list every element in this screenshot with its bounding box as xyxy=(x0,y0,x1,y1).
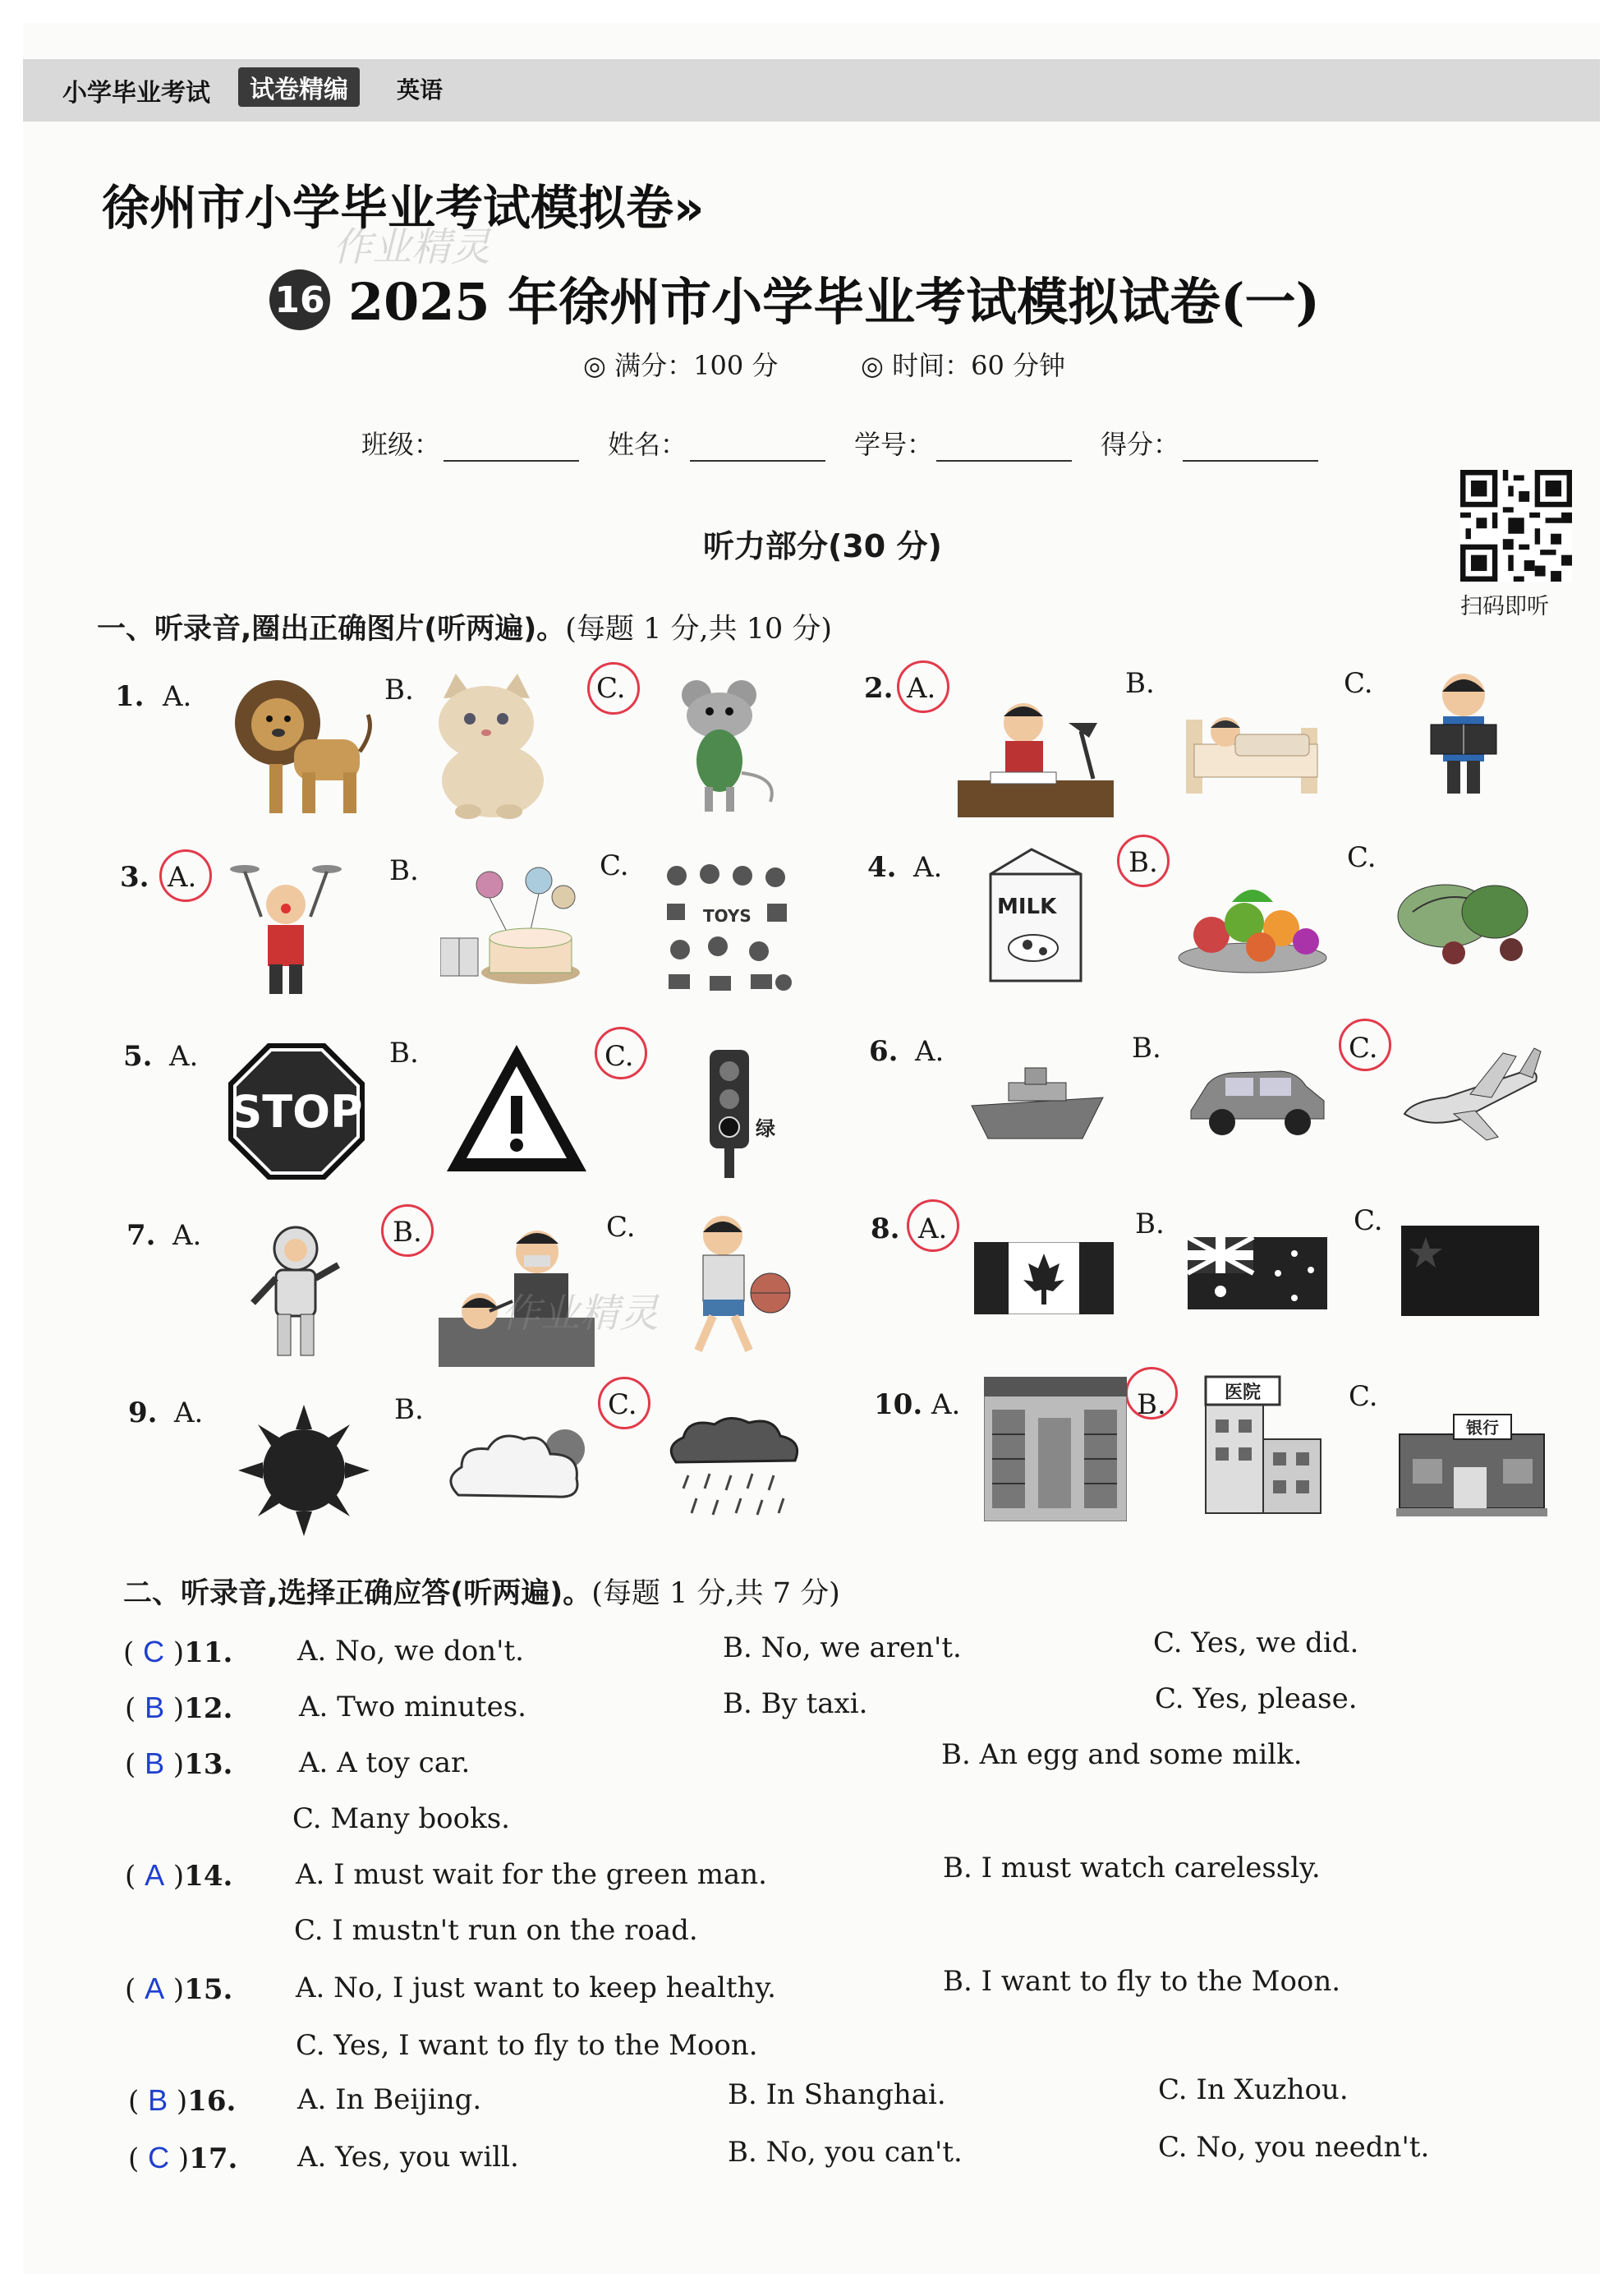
class-blank[interactable] xyxy=(444,435,579,462)
option-b: B. In Shanghai. xyxy=(728,2078,946,2111)
option-label-b: B. xyxy=(1137,1388,1166,1421)
question-row: ( B )13. xyxy=(125,1746,233,1781)
question-row: ( B )12. xyxy=(125,1691,233,1725)
option-label-c: C. xyxy=(1354,1204,1383,1237)
score-field xyxy=(1101,424,1318,462)
time-limit: ◎ 时间：60 分钟 xyxy=(861,350,1065,381)
question-number: 9. xyxy=(128,1396,158,1429)
option-label-a: A. xyxy=(172,1219,202,1252)
option-c: C. I mustn't run on the road. xyxy=(294,1914,698,1947)
question-number: 2. xyxy=(864,672,894,705)
answer-mark[interactable]: C xyxy=(148,2141,170,2174)
basketball-player-picture[interactable] xyxy=(673,1211,797,1359)
option-c: C. Many books. xyxy=(292,1802,510,1835)
option-label-b: B. xyxy=(394,1393,424,1426)
option-label-a: A. xyxy=(931,1388,961,1421)
qr-code-icon[interactable] xyxy=(1460,470,1572,582)
header-subject: 英语 xyxy=(397,76,444,104)
question-number: 4. xyxy=(867,851,897,884)
option-label-c: C. xyxy=(608,1388,637,1421)
traffic-light-picture[interactable] xyxy=(701,1048,792,1180)
question-row: ( A )15. xyxy=(125,1972,233,2006)
question-number: 12. xyxy=(184,1692,233,1725)
score-label: 得分： xyxy=(1101,429,1180,460)
option-c: C. In Xuzhou. xyxy=(1158,2073,1349,2106)
answer-mark[interactable]: A xyxy=(145,1972,165,2005)
answer-circle xyxy=(897,660,949,713)
answer-mark[interactable]: A xyxy=(145,1858,165,1892)
boy-writing-homework-picture[interactable] xyxy=(958,698,1122,821)
full-marks: ◎ 满分：100 分 xyxy=(583,350,779,381)
option-a: A. Two minutes. xyxy=(299,1691,526,1723)
question-number: 17. xyxy=(189,2142,238,2175)
question-row: ( C )11. xyxy=(123,1635,233,1669)
stop-sign-picture[interactable] xyxy=(227,1042,366,1181)
question-number: 1. xyxy=(115,680,145,713)
answer-circle xyxy=(587,662,640,715)
answer-circle xyxy=(1117,835,1170,887)
option-b: B. By taxi. xyxy=(723,1687,868,1720)
sun-picture[interactable] xyxy=(238,1405,370,1536)
page-header xyxy=(23,59,1600,122)
option-a: A. A toy car. xyxy=(299,1746,471,1779)
option-label-b: B. xyxy=(393,1216,422,1249)
china-flag-picture[interactable] xyxy=(1401,1226,1539,1316)
bank-picture[interactable] xyxy=(1396,1401,1547,1516)
car-picture[interactable] xyxy=(1183,1053,1331,1143)
answer-circle xyxy=(1339,1019,1391,1071)
australia-flag-picture[interactable] xyxy=(1188,1237,1327,1309)
option-a: A. Yes, you will. xyxy=(297,2141,519,2174)
option-label-c: C. xyxy=(1349,1032,1378,1065)
question-number: 8. xyxy=(871,1212,900,1245)
clown-juggling-picture[interactable] xyxy=(228,859,343,999)
header-tag: 试卷精编 xyxy=(238,67,360,107)
option-b: B. No, we aren't. xyxy=(723,1631,962,1664)
answer-mark[interactable]: B xyxy=(145,1691,165,1724)
section2-heading: 二、听录音,选择正确应答(听两遍)。 xyxy=(123,1577,592,1610)
section2-title xyxy=(123,1571,840,1612)
name-blank[interactable] xyxy=(690,435,825,462)
qr-caption: 扫码即听 xyxy=(1460,594,1549,619)
id-label: 学号： xyxy=(854,429,934,460)
watermark: 作业精灵 xyxy=(333,224,491,270)
question-number: 7. xyxy=(126,1219,156,1252)
option-c: C. Yes, we did. xyxy=(1153,1627,1359,1659)
section1-score: (每题 1 分,共 10 分) xyxy=(565,613,833,646)
question-number: 5. xyxy=(123,1040,153,1073)
id-blank[interactable] xyxy=(936,435,1072,462)
option-c: C. No, you needn't. xyxy=(1158,2131,1430,2164)
option-label-c: C. xyxy=(600,849,629,882)
svg-text:TOYS: TOYS xyxy=(703,906,752,926)
section1-heading: 一、听录音,圈出正确图片(听两遍)。 xyxy=(97,613,566,646)
question-number: 15. xyxy=(184,1973,233,2006)
milk-carton-picture[interactable] xyxy=(982,841,1089,989)
cloudy-picture[interactable] xyxy=(442,1421,598,1511)
option-a: A. I must wait for the green man. xyxy=(296,1858,767,1891)
toys-picture[interactable] xyxy=(660,859,800,999)
option-b: B. No, you can't. xyxy=(728,2136,963,2169)
answer-circle xyxy=(907,1199,959,1252)
option-label-c: C. xyxy=(596,672,626,705)
option-label-c: C. xyxy=(1347,841,1377,874)
option-label-a: A. xyxy=(168,861,197,894)
option-label-b: B. xyxy=(389,1037,419,1070)
option-label-c: C. xyxy=(606,1211,636,1244)
question-row: ( C )17. xyxy=(128,2141,238,2175)
section1-title xyxy=(97,606,832,647)
rainy-picture[interactable] xyxy=(664,1413,803,1528)
warning-sign-picture[interactable] xyxy=(444,1042,590,1176)
option-c: C. Yes, I want to fly to the Moon. xyxy=(296,2029,758,2062)
option-label-a: A. xyxy=(907,672,936,705)
listening-section-title: 听力部分(30 分) xyxy=(703,528,942,564)
option-label-b: B. xyxy=(384,674,414,706)
option-label-a: A. xyxy=(163,680,192,713)
question-number: 14. xyxy=(184,1860,233,1893)
option-label-c: C. xyxy=(1344,667,1373,700)
hospital-sign-text: 医院 xyxy=(1224,1383,1262,1403)
name-label: 姓名： xyxy=(608,429,687,460)
option-b: B. I must watch carelessly. xyxy=(943,1852,1321,1884)
option-label-a: A. xyxy=(913,851,943,884)
answer-mark[interactable]: B xyxy=(148,2083,168,2117)
answer-circle xyxy=(598,1377,650,1429)
svg-text:MILK: MILK xyxy=(997,895,1057,919)
fruit-bowl-picture[interactable] xyxy=(1174,877,1331,976)
child-sleeping-picture[interactable] xyxy=(1178,687,1326,802)
bank-sign-text: 银行 xyxy=(1466,1418,1499,1438)
option-a: A. No, we don't. xyxy=(297,1635,524,1668)
canada-flag-picture[interactable] xyxy=(974,1242,1114,1314)
name-field xyxy=(608,424,825,462)
option-b: B. An egg and some milk. xyxy=(941,1738,1303,1771)
option-label-b: B. xyxy=(1135,1208,1165,1240)
class-field xyxy=(361,424,579,462)
answer-circle xyxy=(1125,1367,1178,1419)
option-label-b: B. xyxy=(389,854,419,887)
question-number: 13. xyxy=(184,1748,233,1781)
option-label-b: B. xyxy=(1125,667,1155,700)
answer-circle xyxy=(381,1204,434,1257)
question-number: 10. xyxy=(874,1388,923,1421)
ship-picture[interactable] xyxy=(968,1065,1107,1147)
option-a: A. No, I just want to keep healthy. xyxy=(296,1972,776,2004)
paper-number-badge: 16 xyxy=(269,269,330,330)
score-blank[interactable] xyxy=(1183,435,1318,462)
question-number: 6. xyxy=(869,1035,899,1068)
option-a: A. In Beijing. xyxy=(297,2083,482,2116)
supermarket-picture[interactable] xyxy=(984,1377,1127,1521)
question-row: ( A )14. xyxy=(125,1858,233,1893)
question-number: 3. xyxy=(120,861,149,894)
option-label-a: A. xyxy=(169,1040,199,1073)
option-label-b: B. xyxy=(1132,1032,1161,1065)
answer-mark[interactable]: C xyxy=(143,1635,165,1668)
question-row: ( B )16. xyxy=(128,2083,237,2118)
question-number: 11. xyxy=(184,1636,233,1669)
answer-mark[interactable]: B xyxy=(145,1746,165,1780)
question-number: 16. xyxy=(187,2085,237,2118)
hospital-picture[interactable] xyxy=(1189,1373,1329,1521)
answer-circle xyxy=(159,849,212,902)
class-label: 班级： xyxy=(361,429,441,460)
option-label-a: A. xyxy=(915,1035,945,1068)
option-label-a: A. xyxy=(174,1396,204,1429)
paper-title: 2025 年徐州市小学毕业考试模拟试卷(一) xyxy=(348,272,1320,332)
section2-score: (每题 1 分,共 7 分) xyxy=(591,1577,840,1610)
id-field xyxy=(854,424,1072,462)
birthday-cake-picture[interactable] xyxy=(440,864,588,987)
lion-picture[interactable] xyxy=(220,674,376,821)
watermark: 作业精灵 xyxy=(501,1291,660,1337)
series-title: 徐州市小学毕业考试模拟卷» xyxy=(102,180,705,236)
vegetables-picture[interactable] xyxy=(1396,871,1536,969)
header-series: 小学毕业考试 xyxy=(62,79,210,108)
option-label-c: C. xyxy=(1349,1380,1378,1413)
option-label-c: C. xyxy=(604,1040,634,1073)
plane-picture[interactable] xyxy=(1396,1040,1544,1147)
mouse-picture[interactable] xyxy=(664,679,787,818)
astronaut-picture[interactable] xyxy=(246,1224,345,1364)
option-label-b: B. xyxy=(1128,846,1158,879)
option-label-a: A. xyxy=(918,1212,948,1245)
stop-sign-text: STOP xyxy=(230,1086,363,1138)
option-c: C. Yes, please. xyxy=(1155,1682,1358,1715)
cat-picture[interactable] xyxy=(411,674,567,821)
option-b: B. I want to fly to the Moon. xyxy=(943,1965,1341,1998)
traffic-light-text: 绿 xyxy=(756,1117,775,1140)
boy-reading-picture[interactable] xyxy=(1414,670,1513,802)
answer-circle xyxy=(595,1027,647,1079)
